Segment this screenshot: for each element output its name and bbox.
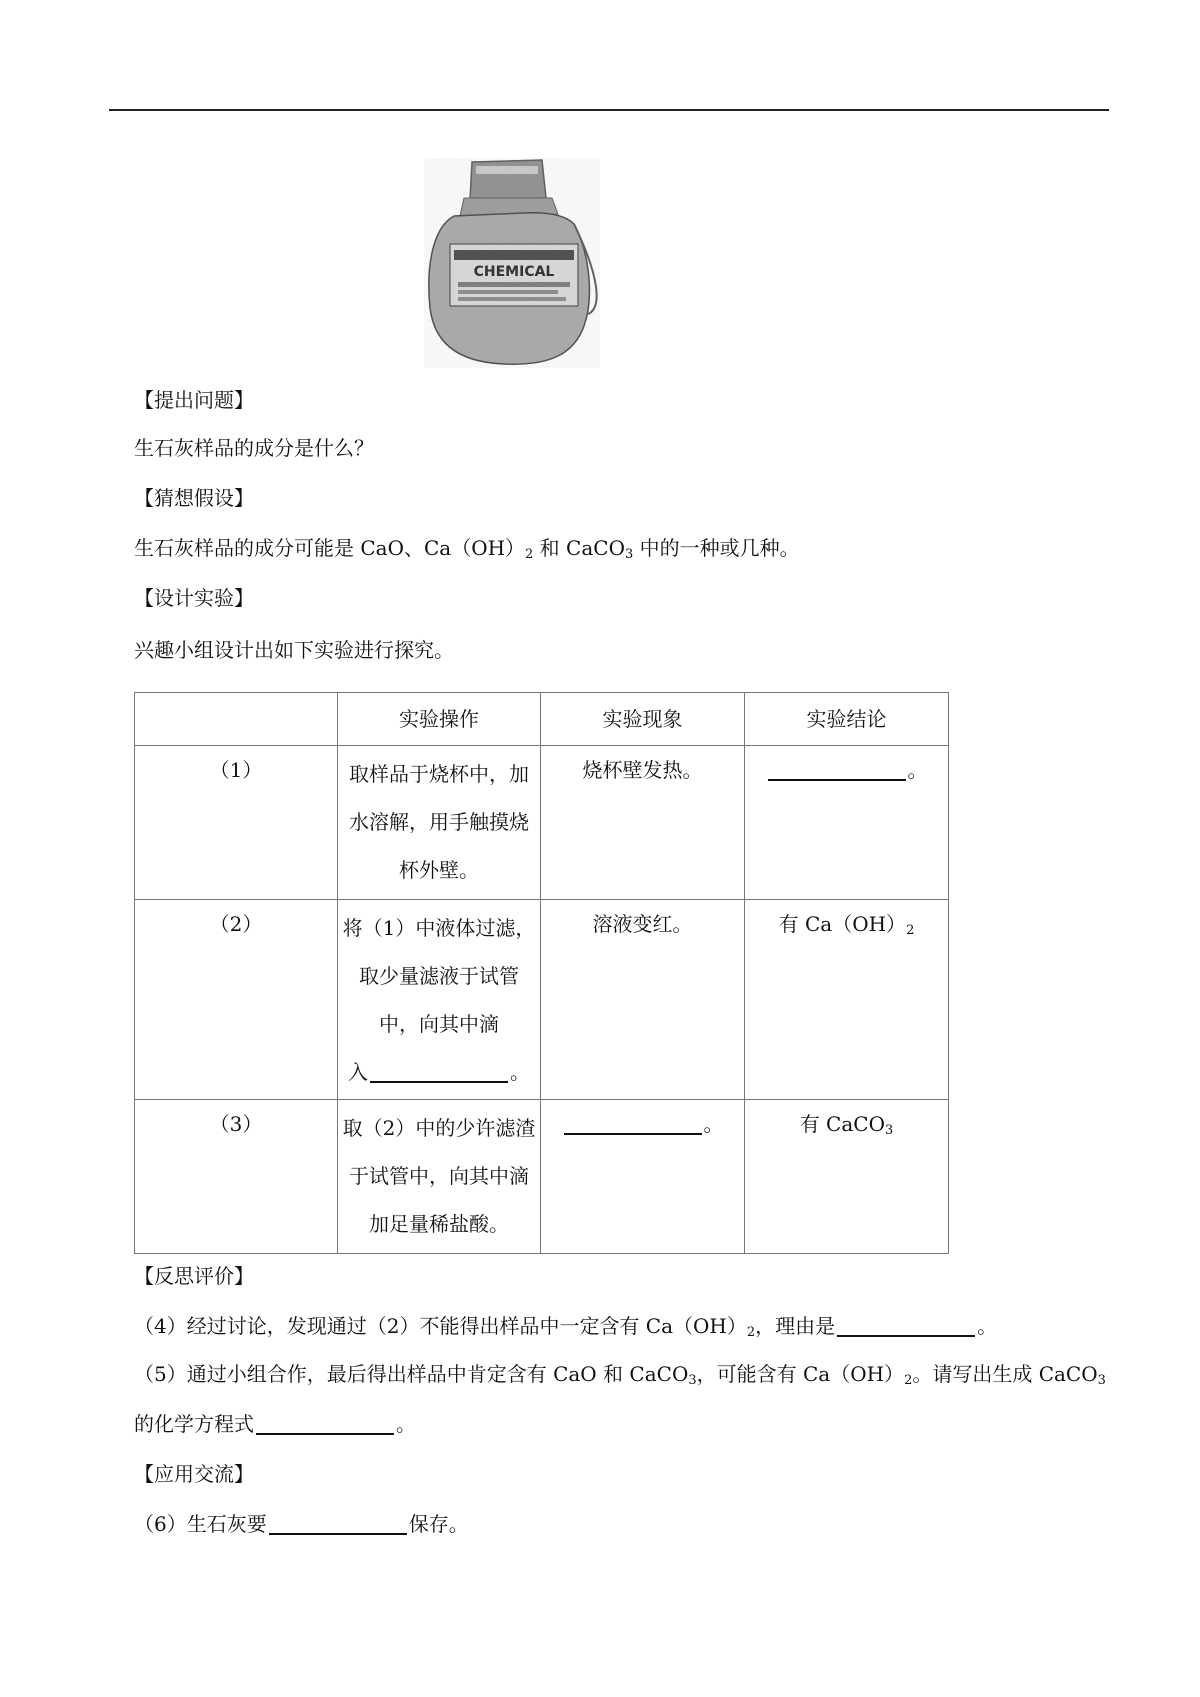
conclusion-main: 有 Ca（OH）: [778, 912, 907, 936]
experiment-table: [134, 692, 949, 1254]
reagent-bottle-image: [424, 158, 600, 368]
q4-text-b: ，理由是: [755, 1314, 836, 1338]
q5-text-b: ，可能含有 Ca（OH）: [696, 1362, 905, 1386]
q6-text-b: 保存。: [408, 1512, 469, 1536]
op-line: 取（2）中的少许滤渣: [342, 1116, 536, 1140]
q5-text-c: 。请写出生成 CaCO: [912, 1362, 1098, 1386]
answer-blank[interactable]: [370, 1061, 508, 1083]
hypothesis-heading: 【猜想假设】: [134, 486, 254, 510]
period: 。: [977, 1314, 998, 1338]
q6-text: （6）生石灰要: [134, 1512, 267, 1536]
design-text: 兴趣小组设计出如下实验进行探究。: [134, 638, 454, 662]
table-header-row: [135, 693, 949, 746]
period: 。: [396, 1412, 416, 1436]
table-row: [135, 746, 949, 900]
op-line: 中，向其中滴: [379, 1012, 499, 1036]
q5-sub: 3: [1097, 1373, 1106, 1388]
op-line: 取样品于烧杯中，加: [349, 762, 529, 786]
op-line: 取少量滤液于试管: [359, 964, 519, 988]
hypothesis-part-a: 生石灰样品的成分可能是 CaO、Ca（OH）: [134, 536, 526, 560]
answer-blank[interactable]: [768, 759, 906, 781]
question-heading: 【提出问题】: [134, 388, 254, 412]
row-id: （1）: [209, 758, 263, 782]
q5-text: （5）通过小组合作，最后得出样品中肯定含有 CaO 和 CaCO: [134, 1362, 689, 1386]
application-heading: 【应用交流】: [134, 1462, 254, 1486]
reflection-heading: 【反思评价】: [134, 1264, 254, 1288]
op-line: 加足量稀盐酸。: [369, 1212, 509, 1236]
conclusion-sub: 2: [906, 923, 915, 938]
question-5: [134, 1360, 1106, 1388]
op-line: 杯外壁。: [399, 858, 479, 882]
conclusion-text: [749, 1100, 944, 1140]
question-6: [134, 1510, 469, 1538]
q4-text: （4）经过讨论，发现通过（2）不能得出样品中一定含有 Ca（OH）: [134, 1314, 747, 1338]
answer-blank[interactable]: [837, 1315, 975, 1337]
question-text: 生石灰样品的成分是什么？: [134, 436, 374, 460]
operation-text: [342, 1100, 536, 1248]
table-row: [135, 900, 949, 1100]
hypothesis-sub-a: 2: [525, 547, 534, 562]
conclusion-main: 有 CaCO: [799, 1112, 885, 1136]
op-line: 水溶解，用手触摸烧: [349, 810, 529, 834]
header-rule: [109, 109, 1109, 111]
q4-sub: 2: [746, 1325, 756, 1340]
q5-sub: 3: [688, 1373, 697, 1388]
phenomenon-text: 溶液变红。: [592, 912, 693, 936]
period: 。: [907, 758, 928, 782]
hypothesis-part-c: 中的一种或几种。: [633, 536, 800, 560]
phenomenon-cell: [545, 1100, 740, 1140]
period: 。: [510, 1060, 530, 1084]
table-row: [135, 1100, 949, 1254]
q5-sub: 2: [904, 1373, 913, 1388]
period: 。: [703, 1112, 724, 1136]
table-header-cell: 实验现象: [541, 693, 745, 746]
table-header-cell: 实验结论: [745, 693, 949, 746]
operation-text: [342, 900, 536, 1096]
hypothesis-text: [134, 534, 800, 562]
design-heading: 【设计实验】: [134, 586, 254, 610]
question-5-line2: [134, 1410, 416, 1438]
conclusion-cell: [749, 746, 944, 786]
hypothesis-part-b: 和 CaCO: [533, 536, 625, 560]
op-line: 将（1）中液体过滤，: [342, 916, 536, 940]
table-header-cell: 实验操作: [338, 693, 541, 746]
answer-blank[interactable]: [269, 1513, 407, 1535]
hypothesis-sub-b: 3: [624, 547, 634, 562]
operation-text: [342, 746, 536, 894]
table-header-cell: [135, 693, 338, 746]
conclusion-sub: 3: [885, 1123, 894, 1138]
op-line: 入: [348, 1060, 368, 1084]
answer-blank[interactable]: [564, 1113, 702, 1135]
q5-line2-text: 的化学方程式: [134, 1412, 254, 1436]
conclusion-text: [749, 900, 944, 940]
phenomenon-text: 烧杯壁发热。: [582, 758, 703, 782]
row-id: （3）: [209, 1112, 263, 1136]
question-4: [134, 1312, 997, 1340]
answer-blank[interactable]: [256, 1413, 394, 1435]
row-id: （2）: [209, 912, 263, 936]
op-line: 于试管中，向其中滴: [349, 1164, 529, 1188]
